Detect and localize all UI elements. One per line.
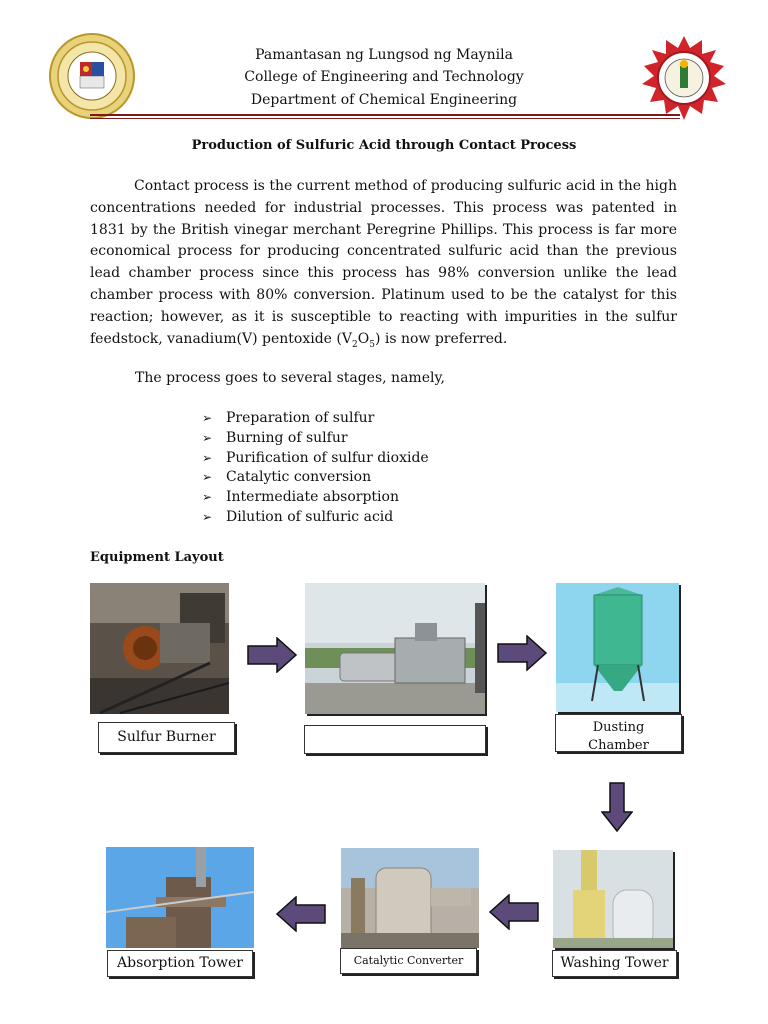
absorption-tower-photo bbox=[106, 847, 254, 948]
flow-arrow-right-icon bbox=[247, 637, 297, 673]
header-college: College of Engineering and Technology bbox=[244, 69, 524, 85]
header-university: Pamantasan ng Lungsod ng Maynila bbox=[255, 47, 513, 63]
arrow-bullet-icon: ➢ bbox=[202, 430, 213, 445]
list-item: ➢ Preparation of sulfur bbox=[202, 409, 429, 429]
list-item: ➢ Burning of sulfur bbox=[202, 429, 429, 449]
washing-tower-photo bbox=[553, 850, 673, 948]
absorption-tower-label: Absorption Tower bbox=[107, 950, 253, 977]
purification-unit-label bbox=[304, 725, 486, 754]
sulfur-burner-photo bbox=[90, 583, 229, 714]
flow-arrow-right-icon bbox=[497, 635, 547, 671]
arrow-bullet-icon: ➢ bbox=[202, 509, 213, 524]
washing-tower-label: Washing Tower bbox=[552, 950, 677, 977]
list-item: ➢ Purification of sulfur dioxide bbox=[202, 449, 429, 469]
purification-unit-photo bbox=[305, 583, 485, 714]
list-item: ➢ Intermediate absorption bbox=[202, 488, 429, 508]
arrow-bullet-icon: ➢ bbox=[202, 490, 213, 505]
list-item: ➢ Catalytic conversion bbox=[202, 468, 429, 488]
arrow-bullet-icon: ➢ bbox=[202, 411, 213, 425]
dusting-chamber-photo bbox=[556, 583, 679, 712]
header-rule bbox=[90, 114, 680, 116]
header-department: Department of Chemical Engineering bbox=[250, 92, 518, 108]
sulfur-burner-label: Sulfur Burner bbox=[98, 722, 235, 753]
equipment-layout-heading: Equipment Layout bbox=[90, 550, 224, 565]
arrow-bullet-icon: ➢ bbox=[202, 450, 213, 465]
arrow-bullet-icon: ➢ bbox=[202, 470, 213, 485]
catalytic-converter-label: Catalytic Converter bbox=[340, 948, 477, 974]
dusting-chamber-label: Dusting Chamber bbox=[555, 714, 682, 752]
document-title: Production of Sulfuric Acid through Contact Process bbox=[191, 138, 577, 153]
list-item: ➢ Dilution of sulfuric acid bbox=[202, 508, 429, 528]
flow-arrow-down-icon bbox=[601, 782, 633, 832]
catalytic-converter-photo bbox=[341, 848, 479, 948]
stages-intro: The process goes to several stages, namely, bbox=[135, 370, 445, 386]
flow-arrow-left-icon bbox=[489, 894, 539, 930]
flow-arrow-left-icon bbox=[276, 896, 326, 932]
header-rule-thin bbox=[90, 118, 680, 119]
intro-paragraph: Contact process is the current method of producing sulfuric acid in the high concentrations needed for industrial processes. This process was patented in 1831 by the British vinegar merchant Peregrine Phillips. This process is far more economical process for producing concentrated sulfuric acid than the previous lead chamber process since this process has 98% conversion unlike the lead chamber process with 80% conversion. Platinum used to be the catalyst for this reaction; however, as it is susceptible to reacting with impurities in the sulfur feedstock, vanadium(V) pentoxide $(V_2O_5)$ is now preferred. bbox=[90, 178, 677, 350]
stages-list bbox=[202, 409, 429, 528]
